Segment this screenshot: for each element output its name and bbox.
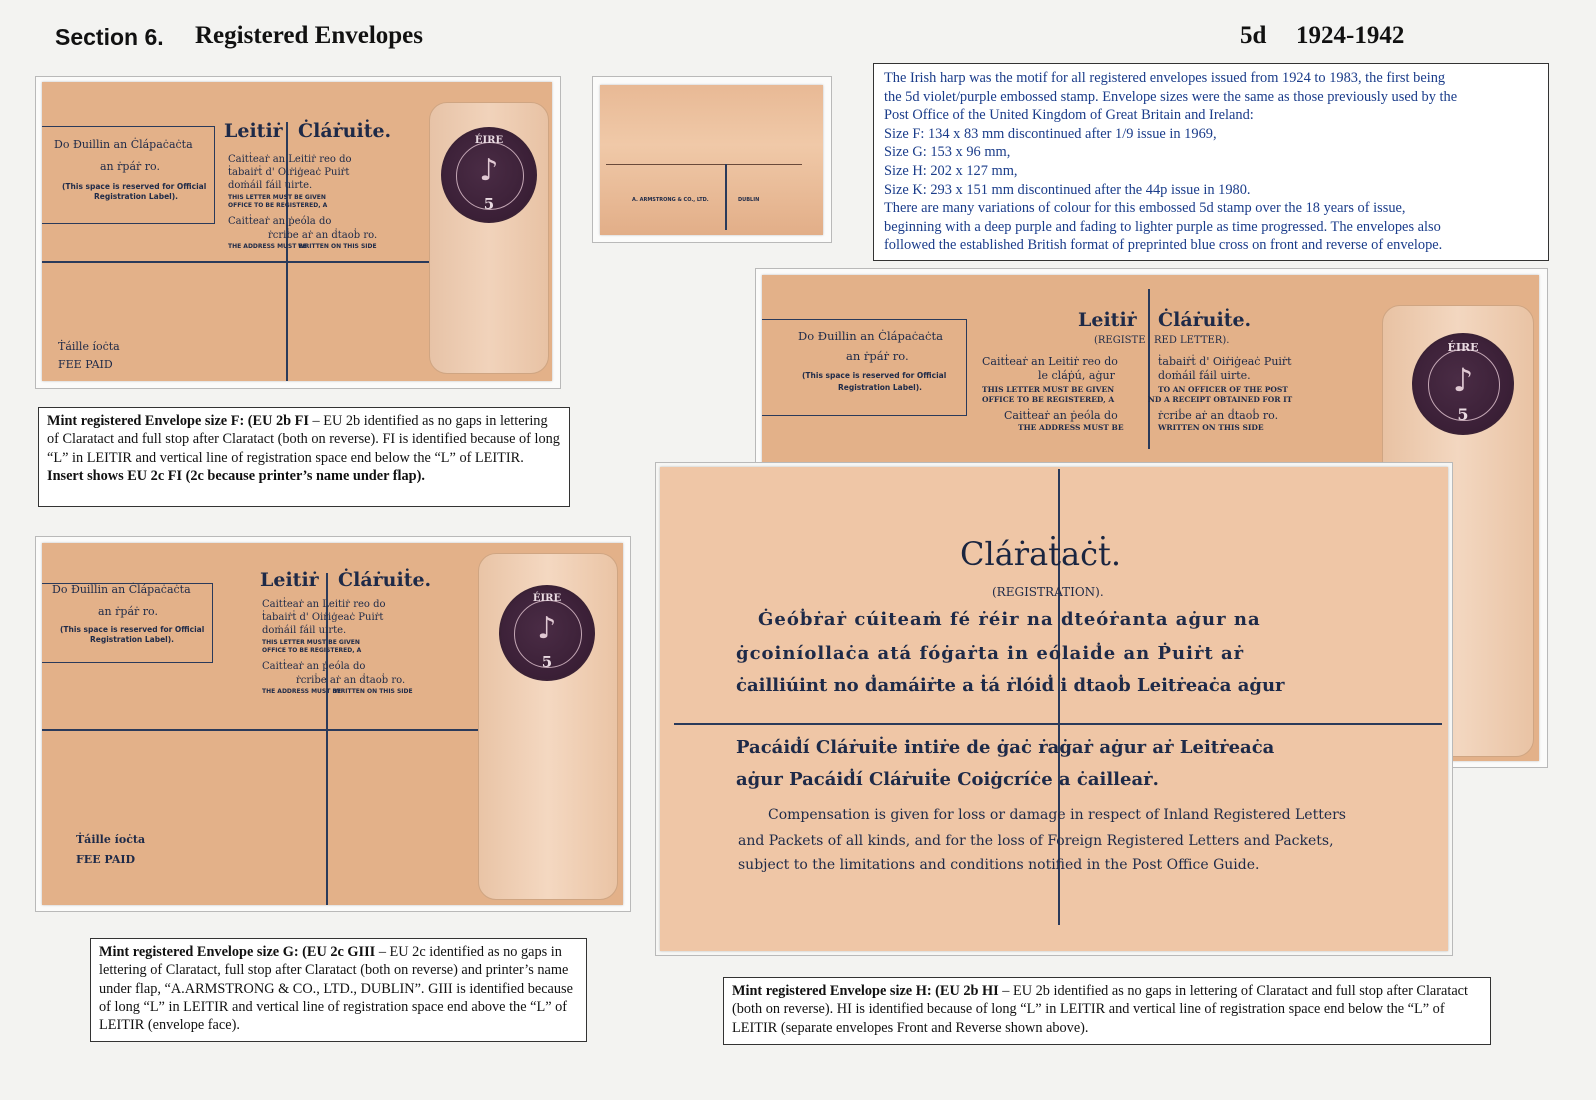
envelope-body-irish: Caitṫeaṙ an ṗeóla do [1004, 409, 1118, 422]
caption-f-body: – EU 2b identified as no gaps in lettering of Claratact and full stop after Claratact (both on reverse). FI is identified because of long “L” in LEITIR and vertical line of registration space end below the “L” of LEITIR. [47, 413, 560, 466]
stamp-eire-text: ÉIRE [1447, 341, 1479, 354]
envelope-body-irish: ṫabaiṙṫ d' Oiṙiġeaċ Puiṙt [1158, 355, 1292, 368]
envelope-body-irish: le cláṗú, aġur [1038, 369, 1115, 382]
envelope-body-irish: ṫabaiṙṫ d' Oiṙiġeaċ Puiṙt [228, 167, 350, 178]
reverse-irish-line: aġur Pacáiḋí Cláṙuiṫe Coiġcríċe a ċailleaṙ. [736, 769, 1159, 790]
caption-g-heading: Mint registered Envelope size G: [99, 944, 299, 960]
envelope-body-irish: Caitṫeaṙ an ṗeóla do [228, 216, 332, 227]
label-box-english: (This space is reserved for Official [802, 371, 947, 380]
envelope-h-reverse-frame [655, 462, 1453, 956]
envelope-title-right: Ċláṙuiṫe. [1158, 309, 1252, 331]
intro-text-box [873, 63, 1549, 261]
label-box-english-2: Registration Label). [94, 192, 179, 201]
fee-paid-irish: Ṫáille íoċta [58, 340, 120, 353]
fee-paid-english: FEE PAID [58, 358, 113, 371]
envelope-body-english: WRITTEN ON THIS SIDE [1158, 423, 1264, 432]
envelope-title-right: Ċláṙuiṫe. [298, 120, 392, 142]
caption-size-f [38, 407, 570, 507]
cross-horizontal [42, 261, 430, 263]
intro-line: the 5d violet/purple embossed stamp. Envelope sizes were the same as those previously used by the [884, 88, 1458, 105]
stamp-value: 5 [541, 653, 553, 671]
insert-horizontal-line [606, 164, 802, 165]
intro-line: beginning with a deep purple and fading to lighter purple as time progressed. The envelopes also [884, 218, 1441, 235]
reverse-irish-line: Pacáiḋí Cláṙuiṫe intiṙe de ġaċ ṙaġaṙ aġur aṙ Leitṙeaċa [736, 737, 1275, 758]
envelope-body-english: THIS LETTER MUST BE GIVEN [228, 194, 326, 201]
envelope-body-english: OFFICE TO BE REGISTERED, A [982, 395, 1115, 404]
envelope-body-irish: ṙcriḃe aṙ an ḋtaoḃ ro. [296, 675, 406, 686]
envelope-body-irish: doṁáil fáil uirte. [1158, 369, 1251, 382]
envelope-title-english: (REGISTE [1094, 335, 1146, 346]
envelope-title-left: Leitiṙ [260, 569, 319, 591]
reverse-subtitle: (REGISTRATION). [992, 585, 1104, 599]
caption-h-code: (EU 2b HI [935, 983, 999, 999]
envelope-g-frame [35, 536, 631, 912]
compensation-line: subject to the limitations and conditions notified in the Post Office Guide. [738, 857, 1260, 873]
insert-frame [592, 76, 832, 243]
caption-g-code: (EU 2c GIII [302, 944, 376, 960]
reverse-title: Cláṙaṫaċṫ. [960, 535, 1122, 573]
label-box-irish: Do Ɖuillin an Ċlápaċaċta [798, 329, 943, 343]
harp-icon: ♪ [1452, 361, 1474, 399]
envelope-body-english: THE ADDRESS MUST BE [1018, 423, 1124, 432]
label-box-english: (This space is reserved for Official [60, 625, 205, 634]
stamp-value-heading: 5d [1240, 22, 1267, 49]
envelope-body-irish: Caitṫeaṙ an Leitiṙ reo do [262, 599, 386, 610]
caption-h-heading: Mint registered Envelope size H: [732, 983, 932, 999]
envelope-f [42, 82, 552, 381]
caption-size-g [90, 938, 587, 1042]
envelope-f-frame [35, 76, 561, 389]
section-label: Section 6. [55, 24, 164, 50]
caption-f-code: (EU 2b FI [247, 413, 309, 429]
label-box-irish: Do Ɖuillin an Ċlápaċaċta [54, 138, 193, 151]
envelope-body-english: OFFICE TO BE REGISTERED, A [228, 202, 328, 209]
intro-line: Size G: 153 x 96 mm, [884, 144, 1011, 161]
insert-printer-name: A. ARMSTRONG & CO., LTD. [632, 197, 709, 203]
envelope-body-english: THIS LETTER MUST BE GIVEN [982, 385, 1115, 394]
reverse-irish-line: ġcoiníollaċa atá fóġaṙta in eólaiḋe an Ṗuiṙt aṙ [736, 643, 1245, 664]
fee-paid-irish: Ṫáille íoċta [76, 833, 146, 846]
envelope-body-english: TO AN OFFICER OF THE POST [1158, 385, 1288, 394]
envelope-body-english: WRITTEN ON THIS SIDE [298, 243, 377, 250]
caption-h-body: – EU 2b identified as no gaps in lettering of Claratact and full stop after Claratact (both on reverse). HI is identified because of long “L” in LEITIR and vertical line of registration space end below the “L” of LEITIR (separate envelopes Front and Reverse shown above). [732, 983, 1468, 1036]
envelope-title-right: Ċláṙuiṫe. [338, 569, 432, 591]
intro-line: Size K: 293 x 151 mm discontinued after the 44p issue in 1980. [884, 181, 1251, 198]
embossed-stamp [1412, 333, 1514, 435]
envelope-body-irish: doṁáil fáil uirte. [228, 180, 313, 191]
envelope-g [42, 543, 623, 905]
label-box-english: (This space is reserved for Official [62, 182, 207, 191]
harp-icon: ♪ [479, 153, 499, 188]
caption-g-body: – EU 2c identified as no gaps in lettering of Claratact, full stop after Claratact (both on reverse) and printer’s name under flap, “A.ARMSTRONG & CO., LTD., DUBLIN”. GIII is identified because of long “L” in LEITIR and vertical line of registration space end above the “L” of LEITIR (envelope face). [99, 944, 573, 1034]
caption-f-heading: Mint registered Envelope size F: [47, 413, 245, 429]
stamp-eire-text: ÉIRE [532, 593, 562, 604]
envelope-body-irish: Caitṫeaṙ an Leitiṙ reo do [982, 355, 1118, 368]
intro-line: There are many variations of colour for this embossed 5d stamp over the 18 years of issue, [884, 200, 1406, 217]
label-box-english-2: Registration Label). [838, 383, 923, 392]
cross-horizontal [42, 729, 482, 731]
intro-line: followed the established British format of preprinted blue cross on front and reverse of envelope. [884, 237, 1443, 254]
envelope-title-left: Leitiṙ [224, 120, 283, 142]
stamp-eire-text: ÉIRE [474, 135, 504, 146]
envelope-body-english: ND A RECEIPT OBTAINED FOR IT [1148, 395, 1293, 404]
envelope-body-english: OFFICE TO BE REGISTERED, A [262, 647, 362, 654]
envelope-h-reverse [660, 467, 1448, 951]
caption-size-h [723, 977, 1491, 1045]
envelope-body-english: THE ADDRESS MUST BE [262, 688, 342, 695]
label-box-irish-2: an ṙpáṙ ro. [98, 605, 158, 618]
envelope-body-irish: ṙcriḃe aṙ an ḋtaoḃ ro. [268, 230, 378, 241]
label-box-irish: Do Ɖuillin an Ċlápaċaċta [52, 583, 191, 596]
envelope-body-irish: doṁáil fáil uirte. [262, 625, 347, 636]
page-title: Registered Envelopes [195, 22, 423, 49]
stamp-value: 5 [1457, 405, 1469, 424]
cross-vertical [1148, 289, 1150, 449]
envelope-body-irish: Caitṫeaṙ an ṗeóla do [262, 661, 366, 672]
embossed-stamp [441, 127, 537, 223]
compensation-line: Compensation is given for loss or damage in respect of Inland Registered Letters [768, 807, 1346, 823]
label-box-english-2: Registration Label). [90, 635, 175, 644]
reverse-irish-line: Ġeóḃṙaṙ cúiteaṁ fé ṙéir na dteóṙanta aġur na [758, 609, 1261, 630]
fee-paid-english: FEE PAID [76, 853, 136, 866]
stamp-value: 5 [483, 195, 495, 213]
envelope-title-left: Leitiṙ [1078, 309, 1137, 331]
intro-line: The Irish harp was the motif for all registered envelopes issued from 1924 to 1983, the first being [884, 70, 1446, 86]
harp-icon: ♪ [537, 611, 557, 646]
envelope-body-english: WRITTEN ON THIS SIDE [334, 688, 413, 695]
envelope-body-english: THIS LETTER MUST BE GIVEN [262, 639, 360, 646]
envelope-body-irish: ṙcriḃe aṙ an ḋtaoḃ ro. [1158, 409, 1279, 422]
intro-line: Size H: 202 x 127 mm, [884, 162, 1018, 179]
envelope-title-english: RED LETTER). [1154, 335, 1230, 346]
insert-city: DUBLIN [738, 197, 760, 203]
reverse-irish-line: ċailliúint no ḋamáiṙte a ṫá ṙlóiḋ i dtaoḃ Leitṙeaċa aġur [736, 675, 1285, 696]
intro-line: Post Office of the United Kingdom of Great Britain and Ireland: [884, 107, 1254, 124]
embossed-stamp [499, 585, 595, 681]
envelope-body-english: THE ADDRESS MUST BE [228, 243, 308, 250]
label-box-irish-2: an ṙpáṙ ro. [846, 349, 909, 363]
compensation-line: and Packets of all kinds, and for the loss of Foreign Registered Letters and Packets, [738, 833, 1334, 849]
insert-envelope-flap [600, 85, 823, 235]
years-heading: 1924-1942 [1296, 22, 1405, 49]
caption-f-insert: Insert shows EU 2c FI (2c because printer’s name under flap). [47, 467, 425, 484]
envelope-body-irish: Caitṫeaṙ an Leitiṙ reo do [228, 154, 352, 165]
envelope-body-irish: ṫabaiṙṫ d' Oiṙiġeaċ Puiṙt [262, 612, 384, 623]
label-box-irish-2: an ṙpáṙ ro. [100, 160, 160, 173]
intro-line: Size F: 134 x 83 mm discontinued after 1/9 issue in 1969, [884, 125, 1217, 142]
insert-vertical-line [725, 164, 727, 230]
